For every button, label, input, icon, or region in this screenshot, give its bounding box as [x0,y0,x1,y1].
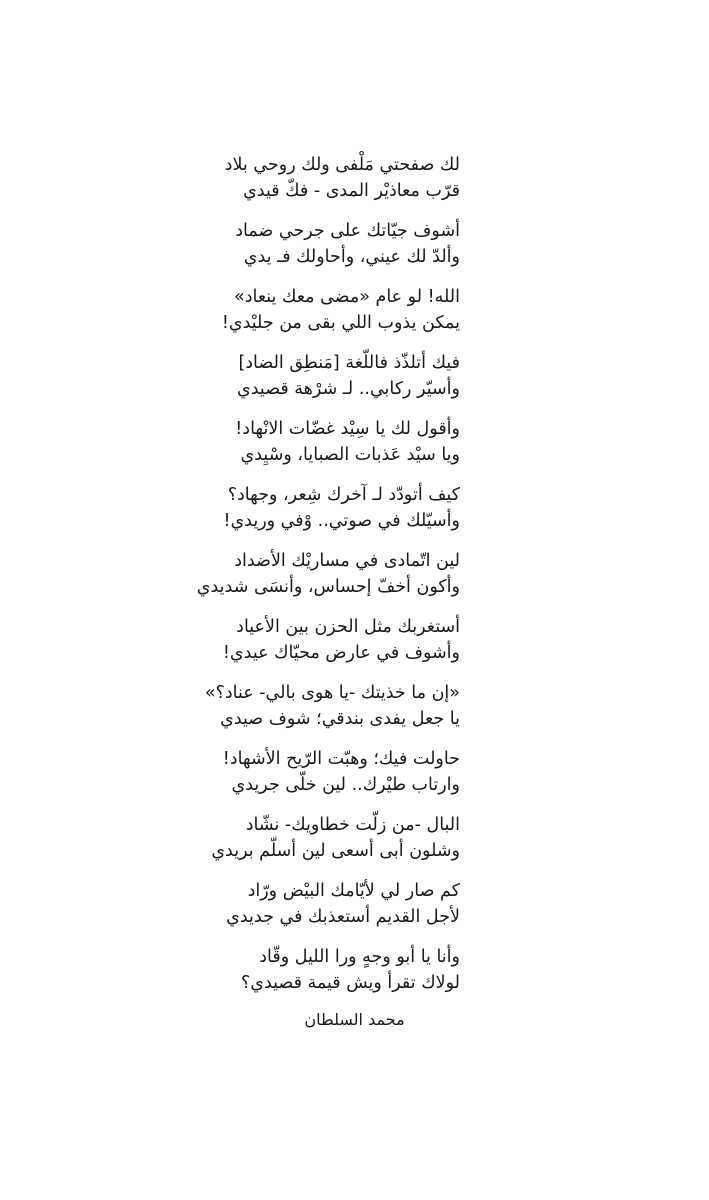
poem-line: يمكن يذوب اللي بقى من جليْدي! [221,313,460,333]
poem-line: ويا سيْد عَذبات الصبايا، وسْيِدي [240,445,460,465]
poem-line: وأسيّلك في صوتي.. وْفي وريدي! [223,511,460,531]
poem-line: البال -من زلّت خطاويك- نشّاد [245,815,460,835]
poem-line: وأشوف في عارض محيّاك عيدي! [222,643,460,663]
poem-line: وشلون أبى أسعى لين أسلّم بريدي [211,841,460,861]
poem-line: أستغربك مثل الحزن بين الأعياد [236,617,460,637]
poem-line: لين اتّمادى في مساريْك الأضداد [234,551,460,571]
poem-line: الله! لو عام «مضى معك ينعاد» [233,287,460,307]
stanza [200,944,460,1010]
poem-line: فيك أتلذّذ فاللّغة [مَنطِق الضاد] [238,353,460,373]
poem-line: قرّب معاذيْر المدى - فكّ قيدي [243,181,460,201]
stanza [200,350,460,416]
author-name: محمد السلطان [304,1010,405,1029]
poem-line: لولاك تقرأ ويش قيمة قصيدي؟ [240,973,460,993]
poem-line: وأقول لك يا سِيْد غضّات الانْهاد! [235,419,460,439]
poem-line: يا جعل يفدى بندقي؛ شوف صيدي [220,709,460,729]
poem-line: وألدّ لك عيني، وأحاولك فـ يدي [243,247,460,267]
poem-line: وأنا يا أبو وجهٍ ورا الليل وقّاد [259,947,460,967]
stanza [200,218,460,284]
stanza [200,878,460,944]
poem-line: أشوف جيّاتك على جرحي ضماد [235,221,460,241]
stanza [200,284,460,350]
poem-text [196,152,460,1010]
poem-line: لأجل القديم أستعذبك في جديدي [226,907,460,927]
poem-line: كيف أتودّد لـ آخرك شِعر، وجهاد؟ [227,485,460,505]
poem-line: وأكون أخفّ إحساس، وأنسَى شديدي [196,577,460,597]
poem-line: كم صار لي لأيّامك البيْض ورّاد [247,881,460,901]
poem-line: وارتاب طيْرك.. لين خلّى جريدي [231,775,460,795]
stanza [200,680,460,746]
stanza [200,416,460,482]
poem-line: لك صفحتي مَلْفى ولك روحي بلاد [224,155,460,175]
stanza [196,548,460,614]
stanza [200,152,460,218]
poem-line: «إن ما خذيتك -يا هوى بالي- عناد؟» [204,683,460,703]
stanza [200,482,460,548]
poem-line: حاولت فيك؛ وهبّت الرّيح الأشهاد! [222,749,460,769]
stanza [200,614,460,680]
poem-line: وأسيّر ركابي.. لـ شرْهة قصيدي [237,379,460,399]
stanza [200,812,460,878]
stanza [200,746,460,812]
